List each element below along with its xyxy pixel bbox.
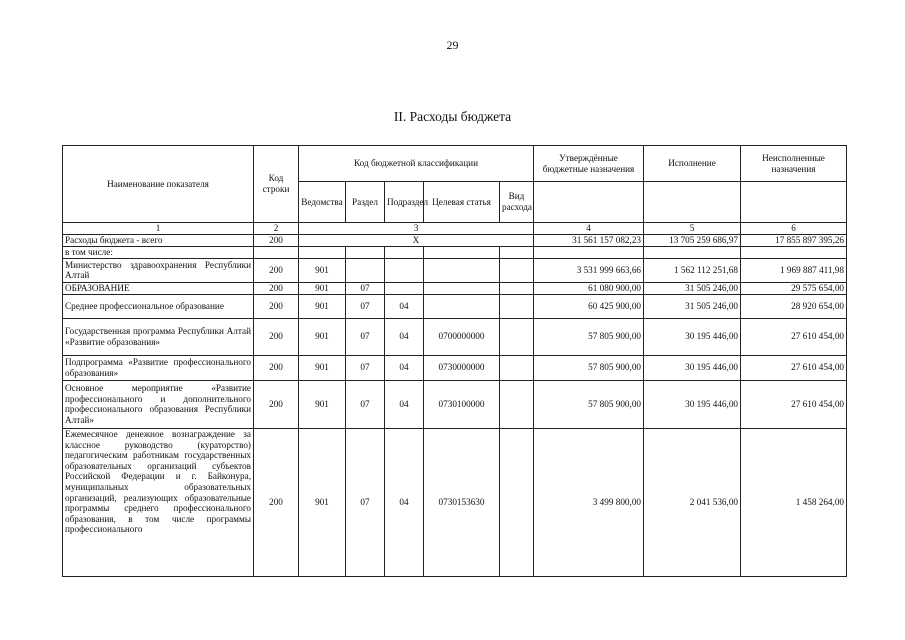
row-expense-type (500, 294, 534, 318)
column-number: 2 (254, 223, 299, 235)
row-subsection (385, 258, 424, 282)
expenses-table (62, 145, 847, 577)
row-name (63, 428, 254, 576)
row-approved: 57 805 900,00 (534, 355, 644, 380)
row-unexecuted: 1 969 887 411,98 (741, 258, 847, 282)
row-name: Основное мероприятие «Развитие профессионального и дополнительного профессионального образования Республики Алтай» (63, 380, 254, 428)
row-subsection: 04 (385, 380, 424, 428)
row-code: 200 (254, 282, 299, 294)
header-executed: Исполнение (644, 146, 741, 182)
row-section: 07 (346, 428, 385, 576)
total-executed: 13 705 259 686,97 (644, 234, 741, 246)
row-target (424, 282, 500, 294)
row-executed: 31 505 246,00 (644, 294, 741, 318)
row-code: 200 (254, 428, 299, 576)
row-unexecuted: 1 458 264,00 (741, 428, 847, 576)
row-expense-type (500, 380, 534, 428)
table-row (63, 428, 847, 576)
row-section: 07 (346, 318, 385, 355)
row-unexecuted: 28 920 654,00 (741, 294, 847, 318)
header-empty (741, 182, 847, 223)
empty-cell (254, 246, 299, 258)
row-expense-type (500, 428, 534, 576)
row-section: 07 (346, 282, 385, 294)
row-executed: 1 562 112 251,68 (644, 258, 741, 282)
row-target: 0700000000 (424, 318, 500, 355)
header-section: Раздел (346, 182, 385, 223)
row-expense-type (500, 258, 534, 282)
table-row (63, 380, 847, 428)
row-section: 07 (346, 380, 385, 428)
row-name: Министерство здравоохранения Республики Алтай (63, 258, 254, 282)
column-number: 1 (63, 223, 254, 235)
row-executed: 30 195 446,00 (644, 355, 741, 380)
total-code: 200 (254, 234, 299, 246)
total-classification: X (299, 234, 534, 246)
column-number: 4 (534, 223, 644, 235)
row-target: 0730153630 (424, 428, 500, 576)
header-approved: Утверждённые бюджетные назначения (534, 146, 644, 182)
header-row-1 (63, 146, 847, 182)
row-approved: 3 531 999 663,66 (534, 258, 644, 282)
row-approved: 57 805 900,00 (534, 318, 644, 355)
total-name: Расходы бюджета - всего (63, 234, 254, 246)
table-row (63, 294, 847, 318)
row-code: 200 (254, 294, 299, 318)
total-row (63, 234, 847, 246)
header-classification: Код бюджетной классификации (299, 146, 534, 182)
empty-cell (424, 246, 500, 258)
table-row (63, 282, 847, 294)
numbering-row (63, 223, 847, 235)
header-name: Наименование показателя (63, 146, 254, 223)
empty-cell (741, 246, 847, 258)
row-subsection: 04 (385, 428, 424, 576)
empty-cell (385, 246, 424, 258)
row-department: 901 (299, 258, 346, 282)
total-unexecuted: 17 855 897 395,26 (741, 234, 847, 246)
row-executed: 30 195 446,00 (644, 380, 741, 428)
row-subsection: 04 (385, 355, 424, 380)
row-department: 901 (299, 355, 346, 380)
empty-cell (500, 246, 534, 258)
row-name: Государственная программа Республики Алтай «Развитие образования» (63, 318, 254, 355)
row-code: 200 (254, 258, 299, 282)
row-approved: 61 080 900,00 (534, 282, 644, 294)
row-code: 200 (254, 318, 299, 355)
header-subsection: Подраздел (385, 182, 424, 223)
row-expense-type (500, 355, 534, 380)
column-number: 3 (299, 223, 534, 235)
row-code: 200 (254, 380, 299, 428)
row-section: 07 (346, 355, 385, 380)
row-expense-type (500, 282, 534, 294)
row-department: 901 (299, 282, 346, 294)
empty-cell (299, 246, 346, 258)
row-executed: 30 195 446,00 (644, 318, 741, 355)
row-section: 07 (346, 294, 385, 318)
row-name: Среднее профессиональное образование (63, 294, 254, 318)
row-target: 0730000000 (424, 355, 500, 380)
including-row (63, 246, 847, 258)
header-empty (644, 182, 741, 223)
header-department: Ведомства (299, 182, 346, 223)
row-expense-type (500, 318, 534, 355)
table-row (63, 318, 847, 355)
column-number: 6 (741, 223, 847, 235)
column-number: 5 (644, 223, 741, 235)
row-unexecuted: 27 610 454,00 (741, 380, 847, 428)
header-empty (534, 182, 644, 223)
header-code-line: Код строки (254, 146, 299, 223)
row-department: 901 (299, 380, 346, 428)
empty-cell (534, 246, 644, 258)
row-approved: 60 425 900,00 (534, 294, 644, 318)
row-executed: 2 041 536,00 (644, 428, 741, 576)
row-target: 0730100000 (424, 380, 500, 428)
empty-cell (644, 246, 741, 258)
row-approved: 3 499 800,00 (534, 428, 644, 576)
row-department: 901 (299, 294, 346, 318)
row-subsection: 04 (385, 318, 424, 355)
row-name: Подпрограмма «Развитие профессионального образования» (63, 355, 254, 380)
row-department: 901 (299, 318, 346, 355)
empty-cell (346, 246, 385, 258)
table-row (63, 355, 847, 380)
row-subsection (385, 282, 424, 294)
row-section (346, 258, 385, 282)
row-code: 200 (254, 355, 299, 380)
row-target (424, 258, 500, 282)
header-target: Целевая статья (424, 182, 500, 223)
row-name-text: Ежемесячное денежное вознаграждение за классное руководство (кураторство) педагогическим работникам государственных образовательных организаций субъектов Российской Федерации и г. Байконура, муниципальных образовательных организаций, реализующих образовательные программы среднего профессионального образования, в том числе программы профессионального (65, 429, 251, 535)
row-subsection: 04 (385, 294, 424, 318)
section-title: II. Расходы бюджета (393, 109, 512, 124)
total-approved: 31 561 157 082,23 (534, 234, 644, 246)
row-unexecuted: 29 575 654,00 (741, 282, 847, 294)
row-target (424, 294, 500, 318)
header-unexecuted: Неисполненные назначения (741, 146, 847, 182)
row-executed: 31 505 246,00 (644, 282, 741, 294)
including-label: в том числе: (63, 246, 254, 258)
row-department: 901 (299, 428, 346, 576)
row-unexecuted: 27 610 454,00 (741, 355, 847, 380)
table-row (63, 258, 847, 282)
row-unexecuted: 27 610 454,00 (741, 318, 847, 355)
page-number: 29 (446, 38, 459, 52)
header-expense-type: Вид расхода (500, 182, 534, 223)
row-name: ОБРАЗОВАНИЕ (63, 282, 254, 294)
row-approved: 57 805 900,00 (534, 380, 644, 428)
